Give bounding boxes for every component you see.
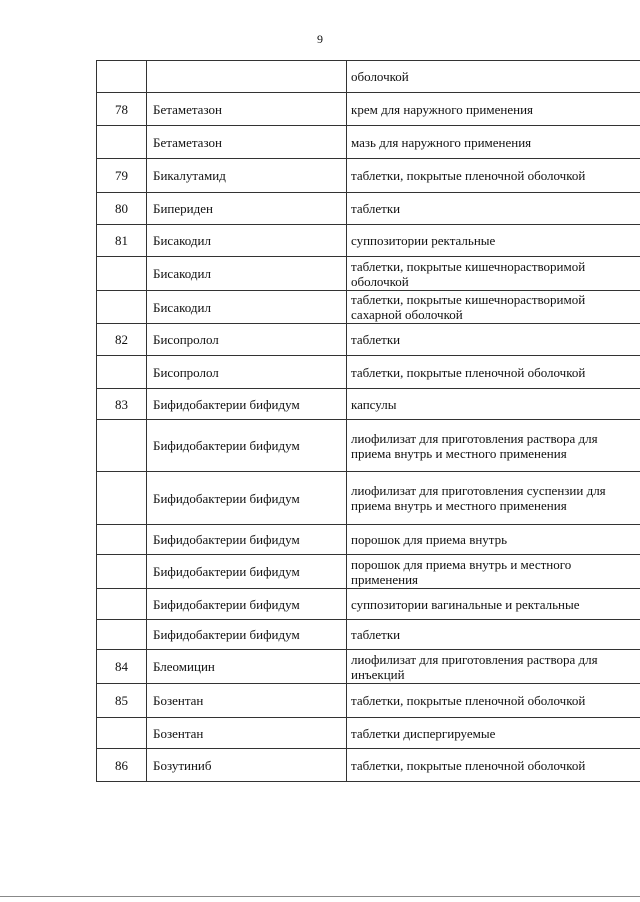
row-number-cell [97, 420, 147, 472]
table-row [97, 589, 640, 620]
table-row [97, 420, 640, 472]
row-number-cell: 79 [97, 159, 147, 193]
drug-name-cell: Бифидобактерии бифидум [147, 620, 347, 650]
table-row [97, 749, 640, 782]
row-number-cell: 83 [97, 389, 147, 420]
table-row [97, 684, 640, 718]
row-number-cell [97, 472, 147, 525]
drug-name-cell: Бисакодил [147, 291, 347, 324]
table-row [97, 718, 640, 749]
drug-name-cell [147, 61, 347, 93]
drug-name-cell: Бипериден [147, 193, 347, 225]
dosage-form-cell: суппозитории ректальные [347, 225, 640, 257]
dosage-form-cell: таблетки диспергируемые [347, 718, 640, 749]
row-number-cell: 78 [97, 93, 147, 126]
drug-name-cell: Бифидобактерии бифидум [147, 555, 347, 589]
table-row [97, 620, 640, 650]
drug-name-cell: Бикалутамид [147, 159, 347, 193]
dosage-form-cell: таблетки, покрытые пленочной оболочкой [347, 749, 640, 782]
page-number: 9 [317, 32, 323, 46]
dosage-form-cell: порошок для приема внутрь [347, 525, 640, 555]
table-row [97, 291, 640, 324]
dosage-form-cell: порошок для приема внутрь и местного применения [347, 555, 640, 589]
table-row [97, 61, 640, 93]
table-row [97, 555, 640, 589]
drug-name-cell: Бозентан [147, 718, 347, 749]
drug-name-cell: Бифидобактерии бифидум [147, 472, 347, 525]
dosage-form-cell: суппозитории вагинальные и ректальные [347, 589, 640, 620]
table-row [97, 159, 640, 193]
dosage-form-cell: крем для наружного применения [347, 93, 640, 126]
dosage-form-cell: таблетки, покрытые пленочной оболочкой [347, 356, 640, 389]
drug-name-cell: Бифидобактерии бифидум [147, 525, 347, 555]
table-row [97, 93, 640, 126]
table-row [97, 650, 640, 684]
row-number-cell [97, 620, 147, 650]
row-number-cell [97, 126, 147, 159]
row-number-cell [97, 589, 147, 620]
table-row [97, 525, 640, 555]
row-number-cell: 85 [97, 684, 147, 718]
drug-name-cell: Бисопролол [147, 324, 347, 356]
row-number-cell: 84 [97, 650, 147, 684]
drug-name-cell: Бетаметазон [147, 126, 347, 159]
row-number-cell [97, 61, 147, 93]
dosage-form-cell: таблетки [347, 620, 640, 650]
dosage-form-cell: капсулы [347, 389, 640, 420]
drug-name-cell: Бисакодил [147, 257, 347, 291]
row-number-cell [97, 257, 147, 291]
table-body [97, 61, 640, 782]
row-number-cell [97, 555, 147, 589]
table-row [97, 225, 640, 257]
dosage-form-cell: лиофилизат для приготовления раствора для приема внутрь и местного применения [347, 420, 640, 472]
row-number-cell [97, 356, 147, 389]
dosage-form-cell: лиофилизат для приготовления раствора для инъекций [347, 650, 640, 684]
drug-table [96, 60, 640, 782]
table-row [97, 193, 640, 225]
dosage-form-cell: таблетки [347, 193, 640, 225]
dosage-form-cell: таблетки, покрытые кишечнорастворимой оболочкой [347, 257, 640, 291]
drug-name-cell: Бозентан [147, 684, 347, 718]
row-number-cell: 82 [97, 324, 147, 356]
table-row [97, 389, 640, 420]
drug-name-cell: Бифидобактерии бифидум [147, 389, 347, 420]
row-number-cell [97, 291, 147, 324]
dosage-form-cell: лиофилизат для приготовления суспензии для приема внутрь и местного применения [347, 472, 640, 525]
row-number-cell: 81 [97, 225, 147, 257]
table-row [97, 257, 640, 291]
drug-name-cell: Бифидобактерии бифидум [147, 589, 347, 620]
drug-name-cell: Бифидобактерии бифидум [147, 420, 347, 472]
dosage-form-cell: оболочкой [347, 61, 640, 93]
drug-name-cell: Бозутиниб [147, 749, 347, 782]
drug-name-cell: Блеомицин [147, 650, 347, 684]
dosage-form-cell: мазь для наружного применения [347, 126, 640, 159]
dosage-form-cell: таблетки, покрытые кишечнорастворимой сахарной оболочкой [347, 291, 640, 324]
drug-name-cell: Бисопролол [147, 356, 347, 389]
dosage-form-cell: таблетки, покрытые пленочной оболочкой [347, 159, 640, 193]
drug-name-cell: Бисакодил [147, 225, 347, 257]
table-row [97, 472, 640, 525]
dosage-form-cell: таблетки, покрытые пленочной оболочкой [347, 684, 640, 718]
table-row [97, 324, 640, 356]
row-number-cell [97, 718, 147, 749]
row-number-cell: 80 [97, 193, 147, 225]
table-row [97, 356, 640, 389]
drug-name-cell: Бетаметазон [147, 93, 347, 126]
table-row [97, 126, 640, 159]
row-number-cell [97, 525, 147, 555]
bottom-divider [0, 896, 640, 897]
row-number-cell: 86 [97, 749, 147, 782]
dosage-form-cell: таблетки [347, 324, 640, 356]
